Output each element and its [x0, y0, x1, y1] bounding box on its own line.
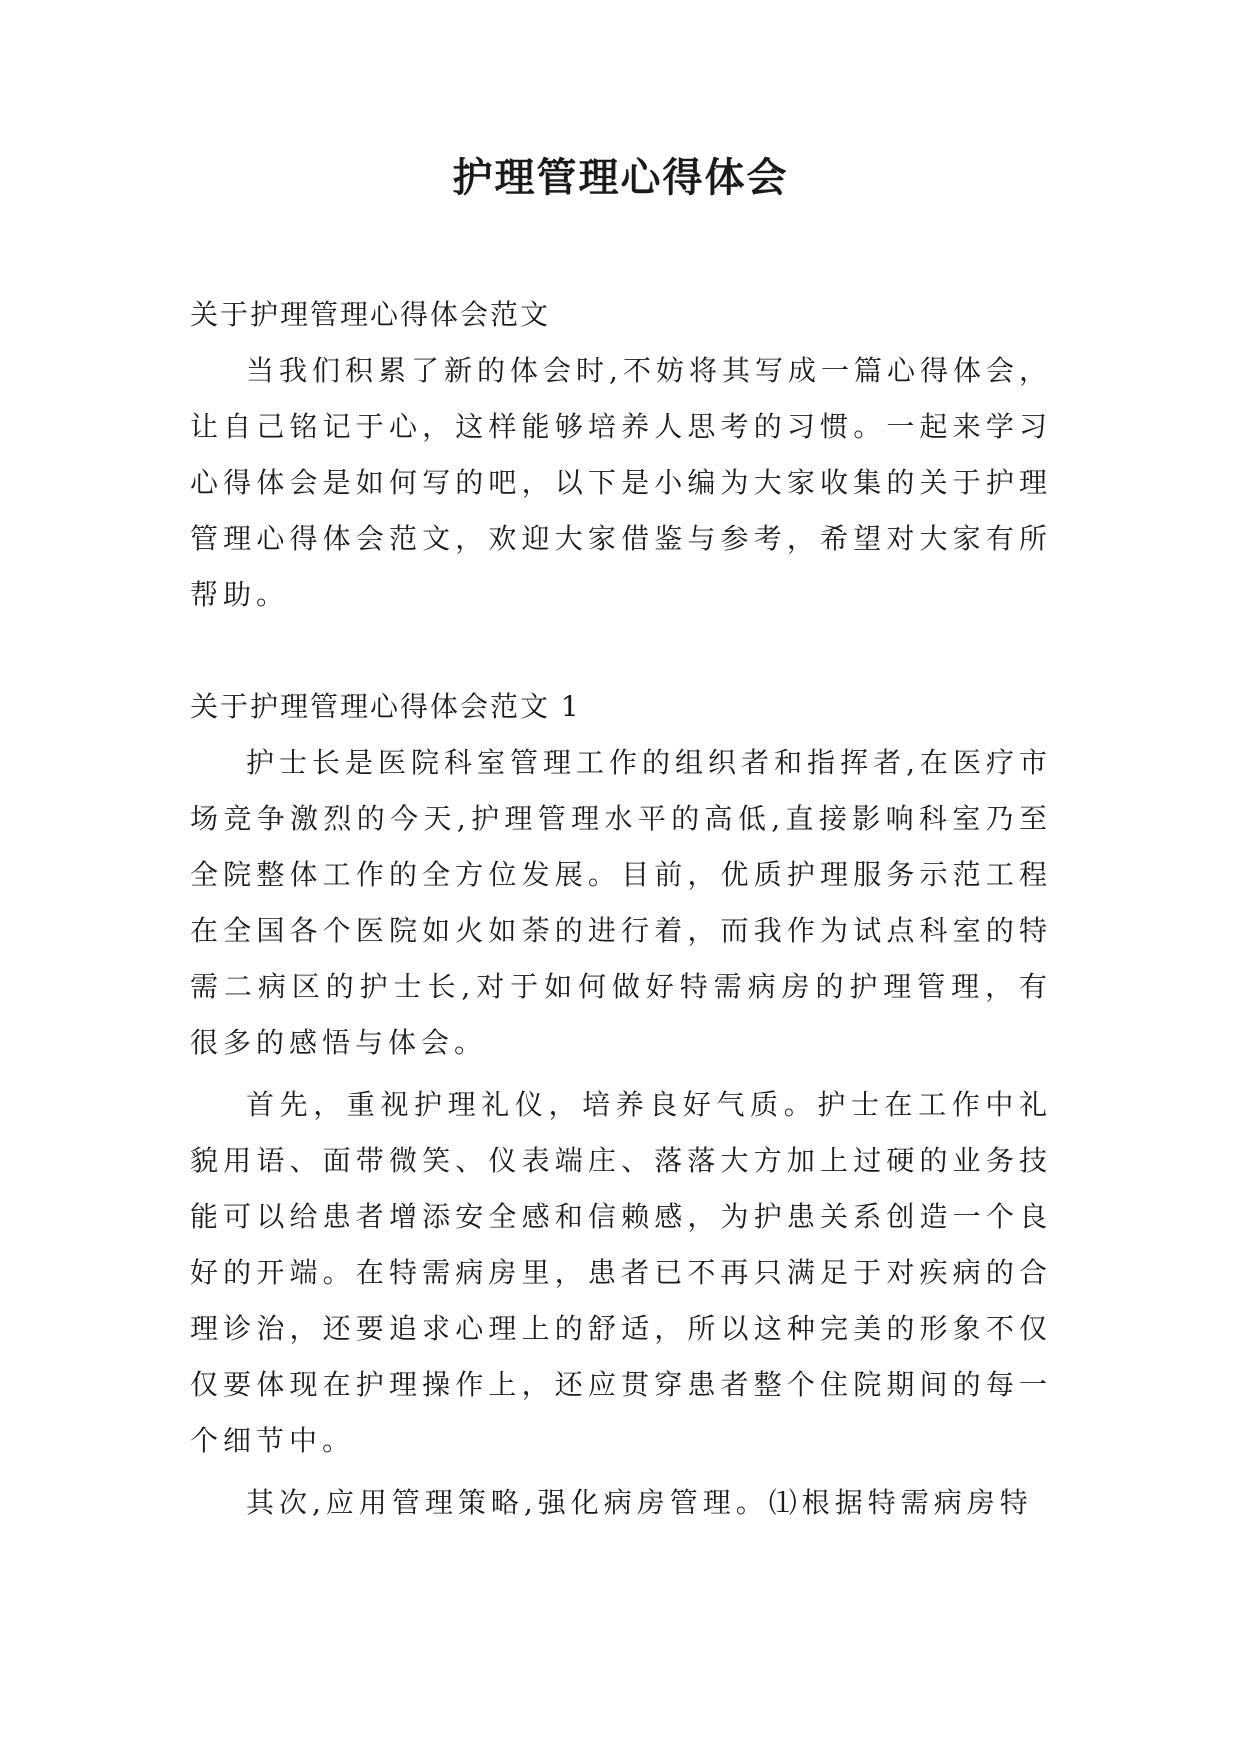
body-paragraph: 首先，重视护理礼仪，培养良好气质。护士在工作中礼貌用语、面带微笑、仪表端庄、落落大方加上过硬的业务技能可以给患者增添安全感和信赖感，为护患关系创造一个良好的开端。在特需病房里，患者已不再只满足于对疾病的合理诊治，还要追求心理上的舒适，所以这种完美的形象不仅仅要体现在护理操作上，还应贯穿患者整个住院期间的每一个细节中。: [190, 1088, 1052, 1457]
intro-paragraph: 当我们积累了新的体会时,不妨将其写成一篇心得体会，让自己铭记于心，这样能够培养人思考的习惯。一起来学习心得体会是如何写的吧，以下是小编为大家收集的关于护理管理心得体会范文，欢迎大家借鉴与参考，希望对大家有所帮助。: [190, 354, 1052, 611]
section-1-heading: 关于护理管理心得体会范文 1: [190, 690, 581, 723]
intro-heading: 关于护理管理心得体会范文: [190, 298, 551, 331]
document-body: [190, 287, 1052, 1531]
body-paragraph: 护士长是医院科室管理工作的组织者和指挥者,在医疗市场竞争激烈的今天,护理管理水平的高低,直接影响科室乃至全院整体工作的全方位发展。目前，优质护理服务示范工程在全国各个医院如火如荼的进行着，而我作为试点科室的特需二病区的护士长,对于如何做好特需病房的护理管理，有很多的感悟与体会。: [190, 746, 1052, 1059]
section-spacer: [190, 623, 1052, 679]
document-title: 护理管理心得体会: [452, 154, 789, 201]
body-paragraph: 其次,应用管理策略,强化病房管理。⑴根据特需病房特: [246, 1486, 1033, 1519]
